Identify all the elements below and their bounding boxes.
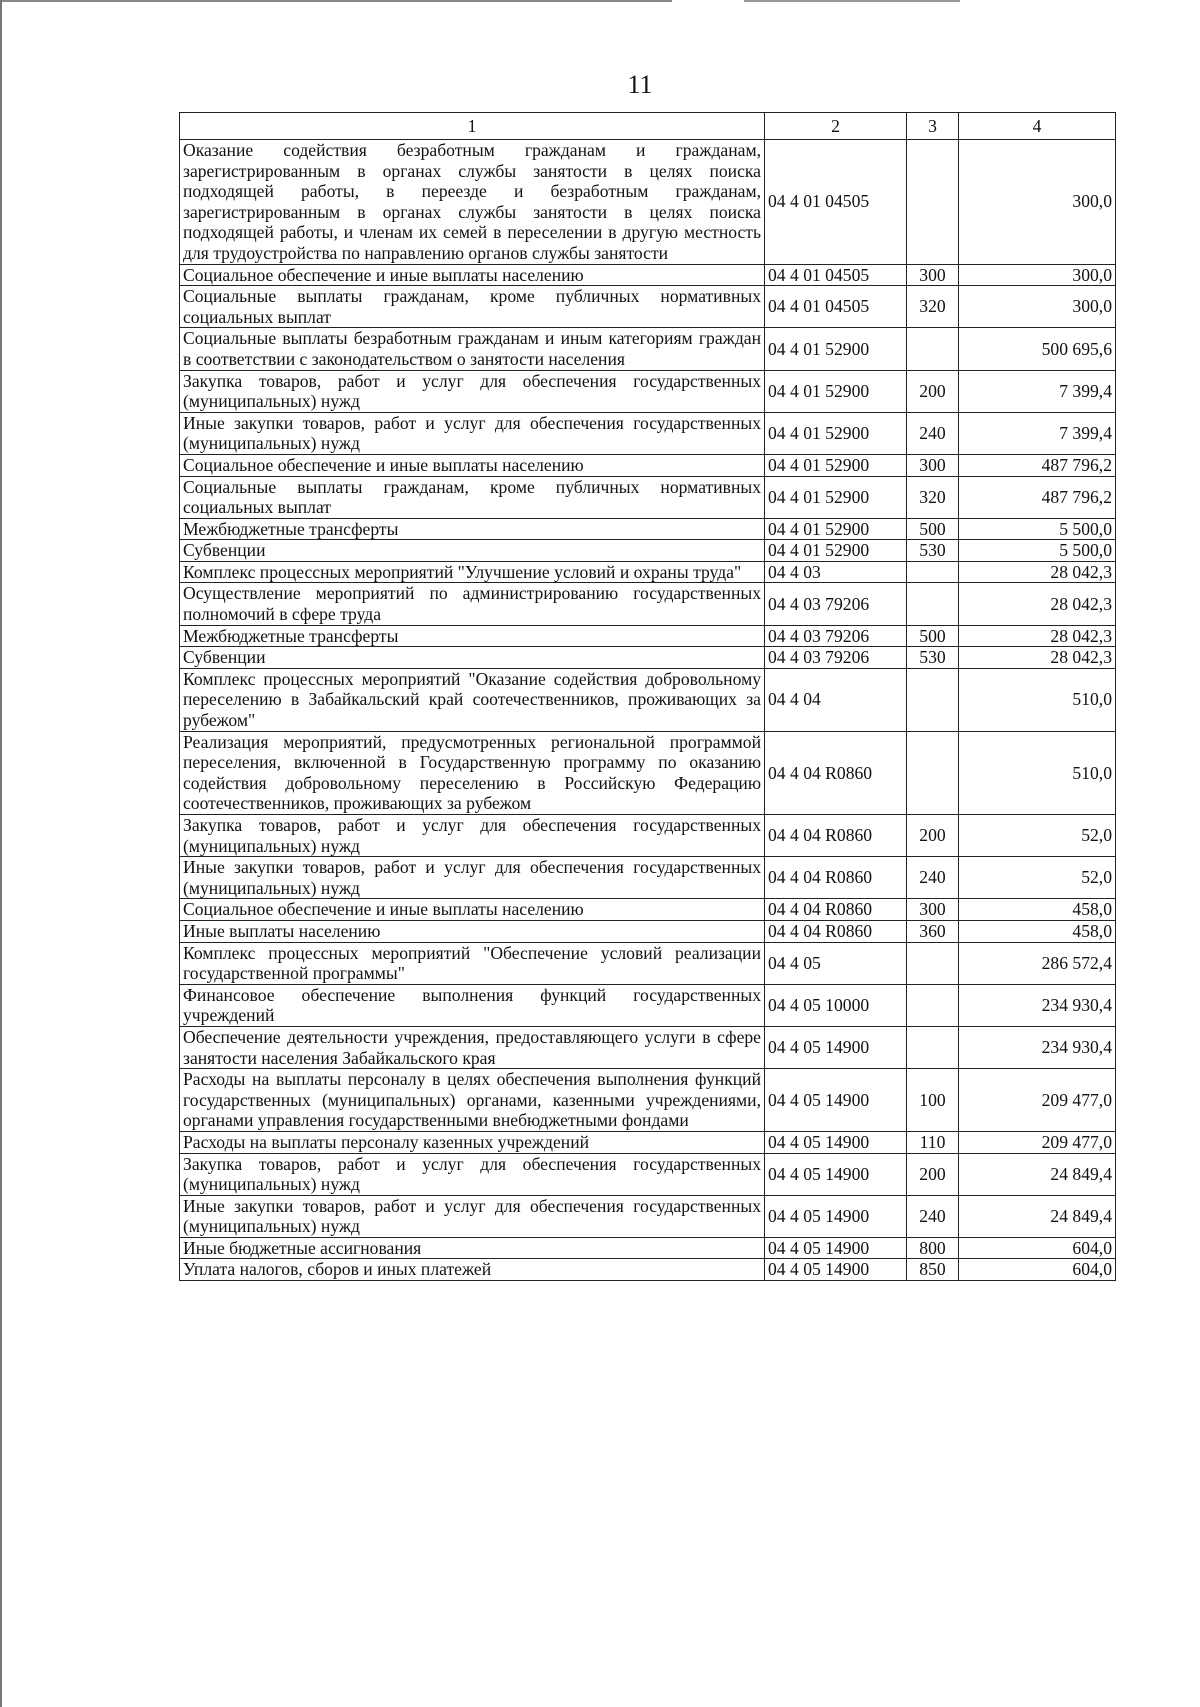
- header-col-1: 1: [180, 113, 765, 140]
- row-expense-type-cell: [907, 731, 959, 814]
- row-code-cell: 04 4 01 04505: [765, 264, 907, 286]
- row-name-cell: Реализация мероприятий, предусмотренных региональной программой переселения, включенной в Государственную программу по оказанию содействия добровольному переселению в Российскую Федерацию соотечественников, проживающих за рубежом: [180, 731, 765, 814]
- row-name-cell: Субвенции: [180, 540, 765, 562]
- row-code-cell: 04 4 05 10000: [765, 984, 907, 1026]
- row-expense-type-cell: [907, 1026, 959, 1068]
- row-sum-cell: 458,0: [959, 920, 1116, 942]
- row-code-cell: 04 4 05 14900: [765, 1153, 907, 1195]
- row-expense-type-cell: 200: [907, 815, 959, 857]
- row-code-cell: 04 4 03: [765, 561, 907, 583]
- table-row: [180, 668, 1116, 731]
- table-row: [180, 328, 1116, 370]
- page-edge-top: [0, 0, 1200, 2]
- row-expense-type-cell: 240: [907, 857, 959, 899]
- row-code-cell: 04 4 05 14900: [765, 1237, 907, 1259]
- table-row: [180, 1237, 1116, 1259]
- table-row: [180, 454, 1116, 476]
- row-expense-type-cell: [907, 668, 959, 731]
- table-row: [180, 1259, 1116, 1281]
- row-sum-cell: 7 399,4: [959, 370, 1116, 412]
- row-code-cell: 04 4 01 04505: [765, 286, 907, 328]
- row-sum-cell: 300,0: [959, 140, 1116, 265]
- row-sum-cell: 5 500,0: [959, 540, 1116, 562]
- header-col-4: 4: [959, 113, 1116, 140]
- row-sum-cell: 510,0: [959, 731, 1116, 814]
- row-expense-type-cell: [907, 140, 959, 265]
- row-code-cell: 04 4 01 52900: [765, 454, 907, 476]
- table-row: [180, 1153, 1116, 1195]
- table-row: [180, 583, 1116, 625]
- table-row: [180, 731, 1116, 814]
- row-name-cell: Социальное обеспечение и иные выплаты населению: [180, 454, 765, 476]
- row-code-cell: 04 4 01 52900: [765, 412, 907, 454]
- row-name-cell: Социальное обеспечение и иные выплаты населению: [180, 899, 765, 921]
- row-sum-cell: 7 399,4: [959, 412, 1116, 454]
- row-name-cell: Социальные выплаты гражданам, кроме публичных нормативных социальных выплат: [180, 476, 765, 518]
- row-code-cell: 04 4 04 R0860: [765, 920, 907, 942]
- row-expense-type-cell: [907, 583, 959, 625]
- row-name-cell: Иные закупки товаров, работ и услуг для обеспечения государственных (муниципальных) нужд: [180, 857, 765, 899]
- row-name-cell: Иные бюджетные ассигнования: [180, 1237, 765, 1259]
- row-expense-type-cell: 320: [907, 476, 959, 518]
- row-expense-type-cell: 360: [907, 920, 959, 942]
- row-expense-type-cell: 500: [907, 518, 959, 540]
- row-expense-type-cell: 300: [907, 264, 959, 286]
- row-name-cell: Межбюджетные трансферты: [180, 518, 765, 540]
- table-body: [180, 140, 1116, 1281]
- row-expense-type-cell: 850: [907, 1259, 959, 1281]
- row-sum-cell: 52,0: [959, 815, 1116, 857]
- row-sum-cell: 510,0: [959, 668, 1116, 731]
- row-expense-type-cell: [907, 942, 959, 984]
- row-sum-cell: 604,0: [959, 1259, 1116, 1281]
- row-code-cell: 04 4 03 79206: [765, 625, 907, 647]
- row-name-cell: Социальное обеспечение и иные выплаты населению: [180, 264, 765, 286]
- row-name-cell: Расходы на выплаты персоналу в целях обеспечения выполнения функций государственных (муниципальных) органами, казенными учреждениями, органами управления государственными внебюджетными фондами: [180, 1069, 765, 1132]
- row-name-cell: Комплекс процессных мероприятий "Улучшение условий и охраны труда": [180, 561, 765, 583]
- row-code-cell: 04 4 04 R0860: [765, 731, 907, 814]
- table-row: [180, 264, 1116, 286]
- table-row: [180, 412, 1116, 454]
- row-sum-cell: 500 695,6: [959, 328, 1116, 370]
- row-sum-cell: 5 500,0: [959, 518, 1116, 540]
- row-name-cell: Оказание содействия безработным гражданам и гражданам, зарегистрированным в органах службы занятости в целях поиска подходящей работы, в переезде и безработным гражданам, зарегистрированным в органах службы занятости в целях поиска подходящей работы, и членам их семей в переселении в другую местность для трудоустройства по направлению органов службы занятости: [180, 140, 765, 265]
- table-row: [180, 370, 1116, 412]
- row-sum-cell: 28 042,3: [959, 561, 1116, 583]
- table-row: [180, 899, 1116, 921]
- row-expense-type-cell: [907, 984, 959, 1026]
- row-code-cell: 04 4 04 R0860: [765, 815, 907, 857]
- row-expense-type-cell: 240: [907, 412, 959, 454]
- row-name-cell: Иные закупки товаров, работ и услуг для обеспечения государственных (муниципальных) нужд: [180, 1195, 765, 1237]
- row-code-cell: 04 4 01 52900: [765, 476, 907, 518]
- row-code-cell: 04 4 05 14900: [765, 1259, 907, 1281]
- row-code-cell: 04 4 03 79206: [765, 647, 907, 669]
- row-sum-cell: 209 477,0: [959, 1069, 1116, 1132]
- row-sum-cell: 286 572,4: [959, 942, 1116, 984]
- row-expense-type-cell: 100: [907, 1069, 959, 1132]
- row-sum-cell: 300,0: [959, 286, 1116, 328]
- page-number: 11: [627, 70, 653, 99]
- table-row: [180, 286, 1116, 328]
- row-sum-cell: 24 849,4: [959, 1195, 1116, 1237]
- row-code-cell: 04 4 05 14900: [765, 1131, 907, 1153]
- row-code-cell: 04 4 01 52900: [765, 540, 907, 562]
- row-expense-type-cell: 530: [907, 540, 959, 562]
- table-row: [180, 625, 1116, 647]
- row-code-cell: 04 4 04 R0860: [765, 899, 907, 921]
- row-sum-cell: 487 796,2: [959, 454, 1116, 476]
- row-expense-type-cell: 300: [907, 454, 959, 476]
- row-name-cell: Комплекс процессных мероприятий "Оказание содействия добровольному переселению в Забайкальский край соотечественников, проживающих за рубежом": [180, 668, 765, 731]
- row-sum-cell: 234 930,4: [959, 984, 1116, 1026]
- table-row: [180, 942, 1116, 984]
- page-edge-left: [0, 0, 2, 1707]
- table-row: [180, 140, 1116, 265]
- row-code-cell: 04 4 05: [765, 942, 907, 984]
- row-code-cell: 04 4 01 52900: [765, 328, 907, 370]
- row-sum-cell: 52,0: [959, 857, 1116, 899]
- row-sum-cell: 604,0: [959, 1237, 1116, 1259]
- row-expense-type-cell: 200: [907, 370, 959, 412]
- table-row: [180, 561, 1116, 583]
- row-sum-cell: 487 796,2: [959, 476, 1116, 518]
- row-name-cell: Комплекс процессных мероприятий "Обеспечение условий реализации государственной программы": [180, 942, 765, 984]
- table-row: [180, 518, 1116, 540]
- row-name-cell: Уплата налогов, сборов и иных платежей: [180, 1259, 765, 1281]
- row-expense-type-cell: 110: [907, 1131, 959, 1153]
- table-row: [180, 984, 1116, 1026]
- row-code-cell: 04 4 03 79206: [765, 583, 907, 625]
- row-name-cell: Закупка товаров, работ и услуг для обеспечения государственных (муниципальных) нужд: [180, 1153, 765, 1195]
- row-name-cell: Закупка товаров, работ и услуг для обеспечения государственных (муниципальных) нужд: [180, 815, 765, 857]
- table-row: [180, 476, 1116, 518]
- row-sum-cell: 209 477,0: [959, 1131, 1116, 1153]
- row-name-cell: Расходы на выплаты персоналу казенных учреждений: [180, 1131, 765, 1153]
- row-name-cell: Финансовое обеспечение выполнения функций государственных учреждений: [180, 984, 765, 1026]
- header-col-2: 2: [765, 113, 907, 140]
- row-expense-type-cell: 500: [907, 625, 959, 647]
- row-sum-cell: 234 930,4: [959, 1026, 1116, 1068]
- table-row: [180, 1131, 1116, 1153]
- row-code-cell: 04 4 05 14900: [765, 1195, 907, 1237]
- row-expense-type-cell: [907, 561, 959, 583]
- row-sum-cell: 300,0: [959, 264, 1116, 286]
- row-name-cell: Осуществление мероприятий по администрированию государственных полномочий в сфере труда: [180, 583, 765, 625]
- row-name-cell: Закупка товаров, работ и услуг для обеспечения государственных (муниципальных) нужд: [180, 370, 765, 412]
- row-name-cell: Межбюджетные трансферты: [180, 625, 765, 647]
- row-code-cell: 04 4 04: [765, 668, 907, 731]
- row-name-cell: Обеспечение деятельности учреждения, предоставляющего услуги в сфере занятости населения Забайкальского края: [180, 1026, 765, 1068]
- table-header-row: [180, 113, 1116, 140]
- table-row: [180, 647, 1116, 669]
- row-expense-type-cell: 300: [907, 899, 959, 921]
- table-row: [180, 857, 1116, 899]
- row-sum-cell: 458,0: [959, 899, 1116, 921]
- row-code-cell: 04 4 05 14900: [765, 1069, 907, 1132]
- table-row: [180, 920, 1116, 942]
- row-expense-type-cell: 200: [907, 1153, 959, 1195]
- budget-table: [179, 112, 1116, 1281]
- row-name-cell: Субвенции: [180, 647, 765, 669]
- row-code-cell: 04 4 01 52900: [765, 518, 907, 540]
- header-col-3: 3: [907, 113, 959, 140]
- row-sum-cell: 24 849,4: [959, 1153, 1116, 1195]
- row-expense-type-cell: 240: [907, 1195, 959, 1237]
- row-name-cell: Социальные выплаты безработным гражданам и иным категориям граждан в соответствии с законодательством о занятости населения: [180, 328, 765, 370]
- row-code-cell: 04 4 05 14900: [765, 1026, 907, 1068]
- row-expense-type-cell: 320: [907, 286, 959, 328]
- row-expense-type-cell: 800: [907, 1237, 959, 1259]
- table-row: [180, 540, 1116, 562]
- row-code-cell: 04 4 01 52900: [765, 370, 907, 412]
- row-expense-type-cell: 530: [907, 647, 959, 669]
- row-name-cell: Иные закупки товаров, работ и услуг для обеспечения государственных (муниципальных) нужд: [180, 412, 765, 454]
- table-row: [180, 1069, 1116, 1132]
- row-sum-cell: 28 042,3: [959, 625, 1116, 647]
- table-row: [180, 1195, 1116, 1237]
- row-sum-cell: 28 042,3: [959, 583, 1116, 625]
- table-row: [180, 815, 1116, 857]
- table-row: [180, 1026, 1116, 1068]
- row-name-cell: Социальные выплаты гражданам, кроме публичных нормативных социальных выплат: [180, 286, 765, 328]
- row-sum-cell: 28 042,3: [959, 647, 1116, 669]
- row-code-cell: 04 4 04 R0860: [765, 857, 907, 899]
- row-name-cell: Иные выплаты населению: [180, 920, 765, 942]
- row-expense-type-cell: [907, 328, 959, 370]
- row-code-cell: 04 4 01 04505: [765, 140, 907, 265]
